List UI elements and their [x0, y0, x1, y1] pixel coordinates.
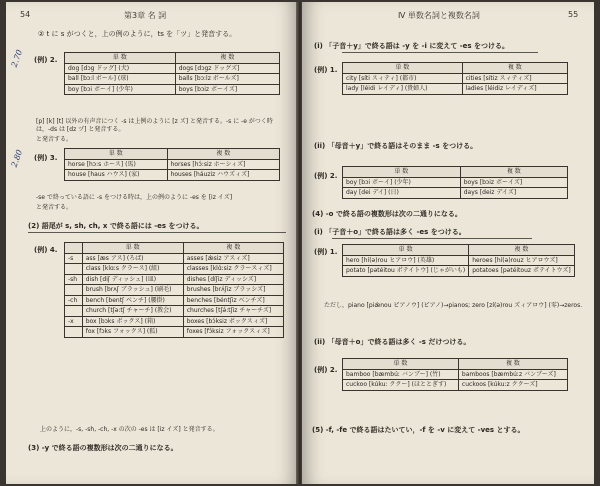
pencil-underline — [28, 232, 286, 233]
section-3-heading: (3) -y で終る語の複数形は次の二通りになる。 — [28, 444, 178, 452]
table-cell: horses [hɔ́:siz ホーシィズ] — [167, 159, 279, 170]
right-page — [302, 2, 594, 484]
table-cell: foxes [fɔ́ksiz フォックスィズ] — [183, 327, 283, 338]
table-header: 複 数 — [460, 167, 567, 178]
table-cell: benches [béntʃiz ベンチズ] — [183, 295, 283, 306]
table-row — [65, 295, 284, 306]
table-example-4 — [64, 242, 284, 338]
note-se-ending-end: と発音する。 — [36, 204, 73, 211]
table-header: 複 数 — [469, 245, 574, 256]
table-cell: cuckoos [kúkuːz ククーズ] — [458, 380, 567, 391]
example-1-label: (例) 1. — [314, 66, 338, 74]
table-row — [65, 74, 280, 85]
table-header: 単 数 — [343, 63, 463, 74]
example-2b-label: (例) 2. — [314, 366, 338, 374]
table-row — [343, 73, 568, 84]
table-header: 単 数 — [82, 243, 183, 254]
ending-cell: -ch — [65, 295, 83, 306]
table-row — [65, 253, 284, 264]
table-cell: cities [sítiz スィティズ] — [462, 73, 567, 84]
table-cell: house [haus ハウス] (家) — [65, 170, 168, 181]
margin-note-1: 2.70 — [9, 48, 25, 69]
example-1b-label: (例) 1. — [314, 248, 338, 256]
table-header — [65, 243, 83, 254]
table-row — [343, 380, 568, 391]
table-cell: classes [klɑ́ːsiz クラースィズ] — [183, 264, 283, 275]
table-cell: day [dei デイ] (日) — [343, 188, 461, 199]
right-header-title: Ⅳ 単数名詞と複数名詞 — [398, 11, 480, 20]
table-cell: fox [fɔks フォックス] (狐) — [82, 327, 183, 338]
example-2-label: (例) 2. — [34, 56, 58, 64]
table-cell: boys [bɔiz ボーイズ] — [460, 177, 567, 188]
table-vowel-o — [342, 358, 568, 391]
table-row — [343, 188, 568, 199]
table-header: 単 数 — [65, 53, 176, 64]
table-header: 単 数 — [343, 245, 469, 256]
table-row — [65, 285, 284, 296]
note-piano-zero: ただし，piano [piǽnou ピアノウ] (ピアノ)→pianos; zero [zí(ə)rou ズィアロウ] (零)→zeros. — [324, 302, 583, 309]
table-row — [65, 306, 284, 317]
pencil-underline — [342, 52, 538, 53]
table-example-3 — [64, 148, 280, 181]
table-cell: bamboo [bæmbúː バンブー] (竹) — [343, 369, 459, 380]
example-3-label: (例) 3. — [34, 154, 58, 162]
table-cell: ladies [léidiz レイディズ] — [462, 84, 567, 95]
ending-cell — [65, 306, 83, 317]
table-cell: houses [háuziz ハウズィズ] — [167, 170, 279, 181]
open-book — [6, 2, 594, 484]
table-cell: asses [ǽsiz アスィズ] — [183, 253, 283, 264]
table-cell: heroes [hí(ə)rouz ヒアロウズ] — [469, 255, 574, 266]
table-row — [65, 327, 284, 338]
example-4-label: (例) 4. — [34, 246, 58, 254]
table-cell: boy [bɔi ボーイ] (少年) — [65, 84, 176, 95]
table-header: 複 数 — [175, 53, 279, 64]
table-cell: potato [pətéitou ポテイトウ] (じゃがいも) — [343, 266, 469, 277]
table-row — [343, 266, 575, 277]
table-cell: boy [bɔi ボーイ] (少年) — [343, 177, 461, 188]
margin-note-2: 2.80 — [9, 148, 25, 169]
table-row — [343, 177, 568, 188]
ending-cell — [65, 264, 83, 275]
table-header: 複 数 — [462, 63, 567, 74]
table-cell: potatoes [pətéitouz ポテイトウズ] — [469, 266, 574, 277]
example-2-label: (例) 2. — [314, 172, 338, 180]
table-cell: brushes [brʌ́ʃiz ブラッシズ] — [183, 285, 283, 296]
table-cell: dish [diʃ ディッシュ] (皿) — [82, 274, 183, 285]
ending-cell: -s — [65, 253, 83, 264]
table-cell: days [deiz デイズ] — [460, 188, 567, 199]
table-header: 複 数 — [167, 149, 279, 160]
table-header: 単 数 — [343, 359, 459, 370]
table-consonant-o — [342, 244, 575, 277]
table-cell: balls [bɔ:lz ボールズ] — [175, 74, 279, 85]
rule-vowel-y: (ii) 「母音＋y」で終る語はそのまま -s をつける。 — [314, 142, 478, 150]
table-cell: city [síti スィティ] (都市) — [343, 73, 463, 84]
table-row — [65, 159, 280, 170]
ending-cell — [65, 285, 83, 296]
table-cell: cuckoo [kúkuː ククー] (ほととぎす) — [343, 380, 459, 391]
table-header: 複 数 — [183, 243, 283, 254]
table-header: 複 数 — [458, 359, 567, 370]
table-vowel-y — [342, 166, 568, 199]
table-cell: box [bɔks ボックス] (箱) — [82, 316, 183, 327]
table-cell: ball [bɔ:l ボール] (球) — [65, 74, 176, 85]
text-s1: ② t に s がつくと，上の例のように，ts を「ツ」と発音する。 — [38, 30, 237, 38]
left-header-title: 第3章 名 詞 — [124, 11, 167, 20]
table-cell: boxes [bɔ́ksiz ボックスィズ] — [183, 316, 283, 327]
note-voiced-s-end: と発音する。 — [36, 136, 73, 143]
left-page-number: 54 — [20, 10, 31, 19]
table-cell: dog [dɔg ドッグ] (犬) — [65, 63, 176, 74]
section-2-heading: (2) 語尾が s, sh, ch, x で終る語には -es をつける。 — [28, 222, 204, 230]
table-cell: church [tʃə:tʃ チャーチ] (教会) — [82, 306, 183, 317]
table-row — [343, 255, 575, 266]
ending-cell — [65, 327, 83, 338]
rule-consonant-o: (i) 「子音＋o」で終る語は多く -es をつける。 — [314, 228, 466, 236]
table-cell: hero [hí(ə)rou ヒアロウ] (英雄) — [343, 255, 469, 266]
table-cell: churches [tʃə́:tʃiz チャーチズ] — [183, 306, 283, 317]
ending-cell: -sh — [65, 274, 83, 285]
table-cell: class [klɑːs クラース] (組) — [82, 264, 183, 275]
table-row — [343, 84, 568, 95]
rule-vowel-o: (ii) 「母音＋o」で終る語は多く -s だけつける。 — [314, 338, 471, 346]
table-cell: bench [bentʃ ベンチ] (腰掛) — [82, 295, 183, 306]
section-4-heading: (4) -o で終る語の複数形は次の二通りになる。 — [312, 210, 462, 218]
rule-consonant-y: (i) 「子音＋y」で終る語は -y を -i に変えて -es をつける。 — [314, 42, 510, 50]
table-row — [65, 63, 280, 74]
note-es-pronunciation: 上のように，-s, -sh, -ch, -x の次の -es は [iz イズ] と発音する。 — [40, 426, 219, 433]
table-row — [343, 369, 568, 380]
note-se-ending: -se で終っている語に -s をつける時は，上の例のように -es を [iz イズ] — [36, 194, 233, 201]
table-example-2 — [64, 52, 280, 95]
ending-cell: -x — [65, 316, 83, 327]
table-cell: boys [bɔiz ボーイズ] — [175, 84, 279, 95]
table-header: 単 数 — [343, 167, 461, 178]
table-row — [65, 274, 284, 285]
table-row — [65, 316, 284, 327]
table-row — [65, 84, 280, 95]
table-cell: brush [brʌʃ ブラッシュ] (刷毛) — [82, 285, 183, 296]
left-page — [6, 2, 298, 484]
note-voiced-s: [p] [k] [t] 以外の有声音につく -s は上例のように [z ズ] と発音する。-s に -e がつく時は，-ds は [dz ヅ] と発音する。 — [36, 118, 273, 133]
table-cell: dogs [dɔgz ドッグズ] — [175, 63, 279, 74]
table-cell: ass [æs アス] (ろば) — [82, 253, 183, 264]
table-cell: lady [léidi レイディ] (貴婦人) — [343, 84, 463, 95]
table-header: 単 数 — [65, 149, 168, 160]
right-page-number: 55 — [568, 10, 579, 19]
section-5-heading: (5) -f, -fe で終る語はたいてい，-f を -v に変えて -ves とする。 — [312, 426, 525, 434]
pencil-underline — [332, 238, 532, 239]
table-cell: bamboos [bæmbúːz バンブーズ] — [458, 369, 567, 380]
table-consonant-y — [342, 62, 568, 95]
table-row — [65, 264, 284, 275]
table-cell: horse [hɔ:s ホース] (馬) — [65, 159, 168, 170]
table-cell: dishes [díʃiz ディッシズ] — [183, 274, 283, 285]
table-row — [65, 170, 280, 181]
